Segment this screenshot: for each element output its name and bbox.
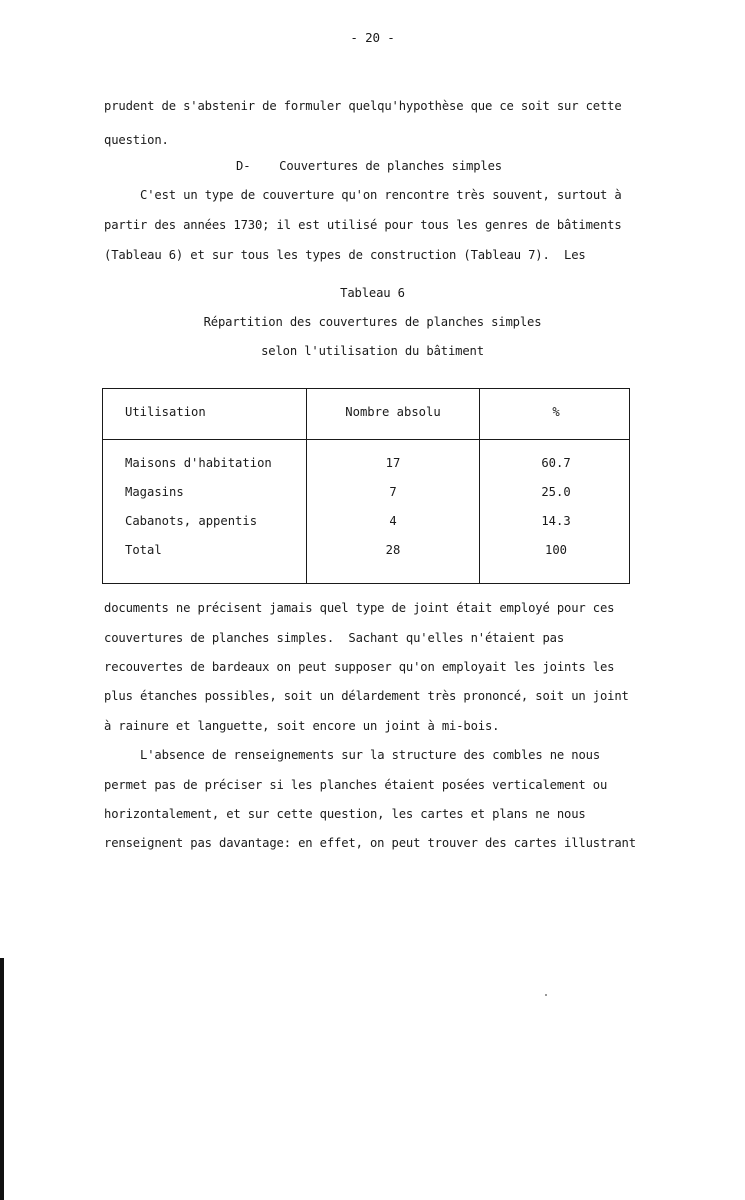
table-header-percent: % bbox=[552, 405, 560, 419]
table-caption-title: Répartition des couvertures de planches simples bbox=[203, 315, 542, 329]
paragraph-line: plus étanches possibles, soit un délardement très prononcé, soit un joint bbox=[104, 689, 629, 703]
scan-speck bbox=[545, 994, 547, 996]
paragraph-line: horizontalement, et sur cette question, les cartes et plans ne nous bbox=[104, 807, 586, 821]
scan-margin-edge bbox=[0, 958, 4, 1200]
table-cell-nombre-total: 28 bbox=[385, 543, 401, 557]
table-cell-percent-total: 100 bbox=[544, 543, 567, 557]
paragraph-line: prudent de s'abstenir de formuler quelqu'hypothèse que ce soit sur cette bbox=[104, 99, 622, 113]
table-cell-nombre: 17 bbox=[385, 456, 401, 470]
table-cell-nombre: 7 bbox=[389, 485, 397, 499]
table-cell-utilisation: Magasins bbox=[125, 485, 184, 499]
table-divider bbox=[479, 389, 480, 583]
paragraph-line: permet pas de préciser si les planches étaient posées verticalement ou bbox=[104, 778, 608, 792]
paragraph-line: couvertures de planches simples. Sachant qu'elles n'étaient pas bbox=[104, 631, 564, 645]
paragraph-line: C'est un type de couverture qu'on rencontre très souvent, surtout à bbox=[140, 188, 622, 202]
table-cell-percent: 25.0 bbox=[541, 485, 571, 499]
table-cell-utilisation-total: Total bbox=[125, 543, 162, 557]
table-caption-label: Tableau 6 bbox=[340, 286, 405, 300]
table-header-utilisation: Utilisation bbox=[125, 405, 206, 419]
paragraph-line: (Tableau 6) et sur tous les types de construction (Tableau 7). Les bbox=[104, 248, 586, 262]
table-cell-utilisation: Maisons d'habitation bbox=[125, 456, 272, 470]
paragraph-line: question. bbox=[104, 133, 169, 147]
data-table bbox=[102, 388, 630, 584]
section-heading: D- Couvertures de planches simples bbox=[236, 159, 502, 173]
table-divider bbox=[306, 389, 307, 583]
table-cell-nombre: 4 bbox=[389, 514, 397, 528]
paragraph-line: L'absence de renseignements sur la structure des combles ne nous bbox=[140, 748, 600, 762]
paragraph-line: documents ne précisent jamais quel type de joint était employé pour ces bbox=[104, 601, 615, 615]
table-cell-percent: 60.7 bbox=[541, 456, 571, 470]
table-cell-utilisation: Cabanots, appentis bbox=[125, 514, 258, 528]
paragraph-line: à rainure et languette, soit encore un joint à mi-bois. bbox=[104, 719, 500, 733]
paragraph-line: recouvertes de bardeaux on peut supposer qu'on employait les joints les bbox=[104, 660, 615, 674]
paragraph-line: renseignent pas davantage: en effet, on peut trouver des cartes illustrant bbox=[104, 836, 636, 850]
table-header-rule bbox=[103, 439, 629, 440]
page-number: - 20 - bbox=[350, 30, 395, 45]
table-caption-subtitle: selon l'utilisation du bâtiment bbox=[261, 344, 484, 358]
table-header-nombre: Nombre absolu bbox=[345, 405, 441, 419]
paragraph-line: partir des années 1730; il est utilisé pour tous les genres de bâtiments bbox=[104, 218, 622, 232]
table-cell-percent: 14.3 bbox=[541, 514, 571, 528]
